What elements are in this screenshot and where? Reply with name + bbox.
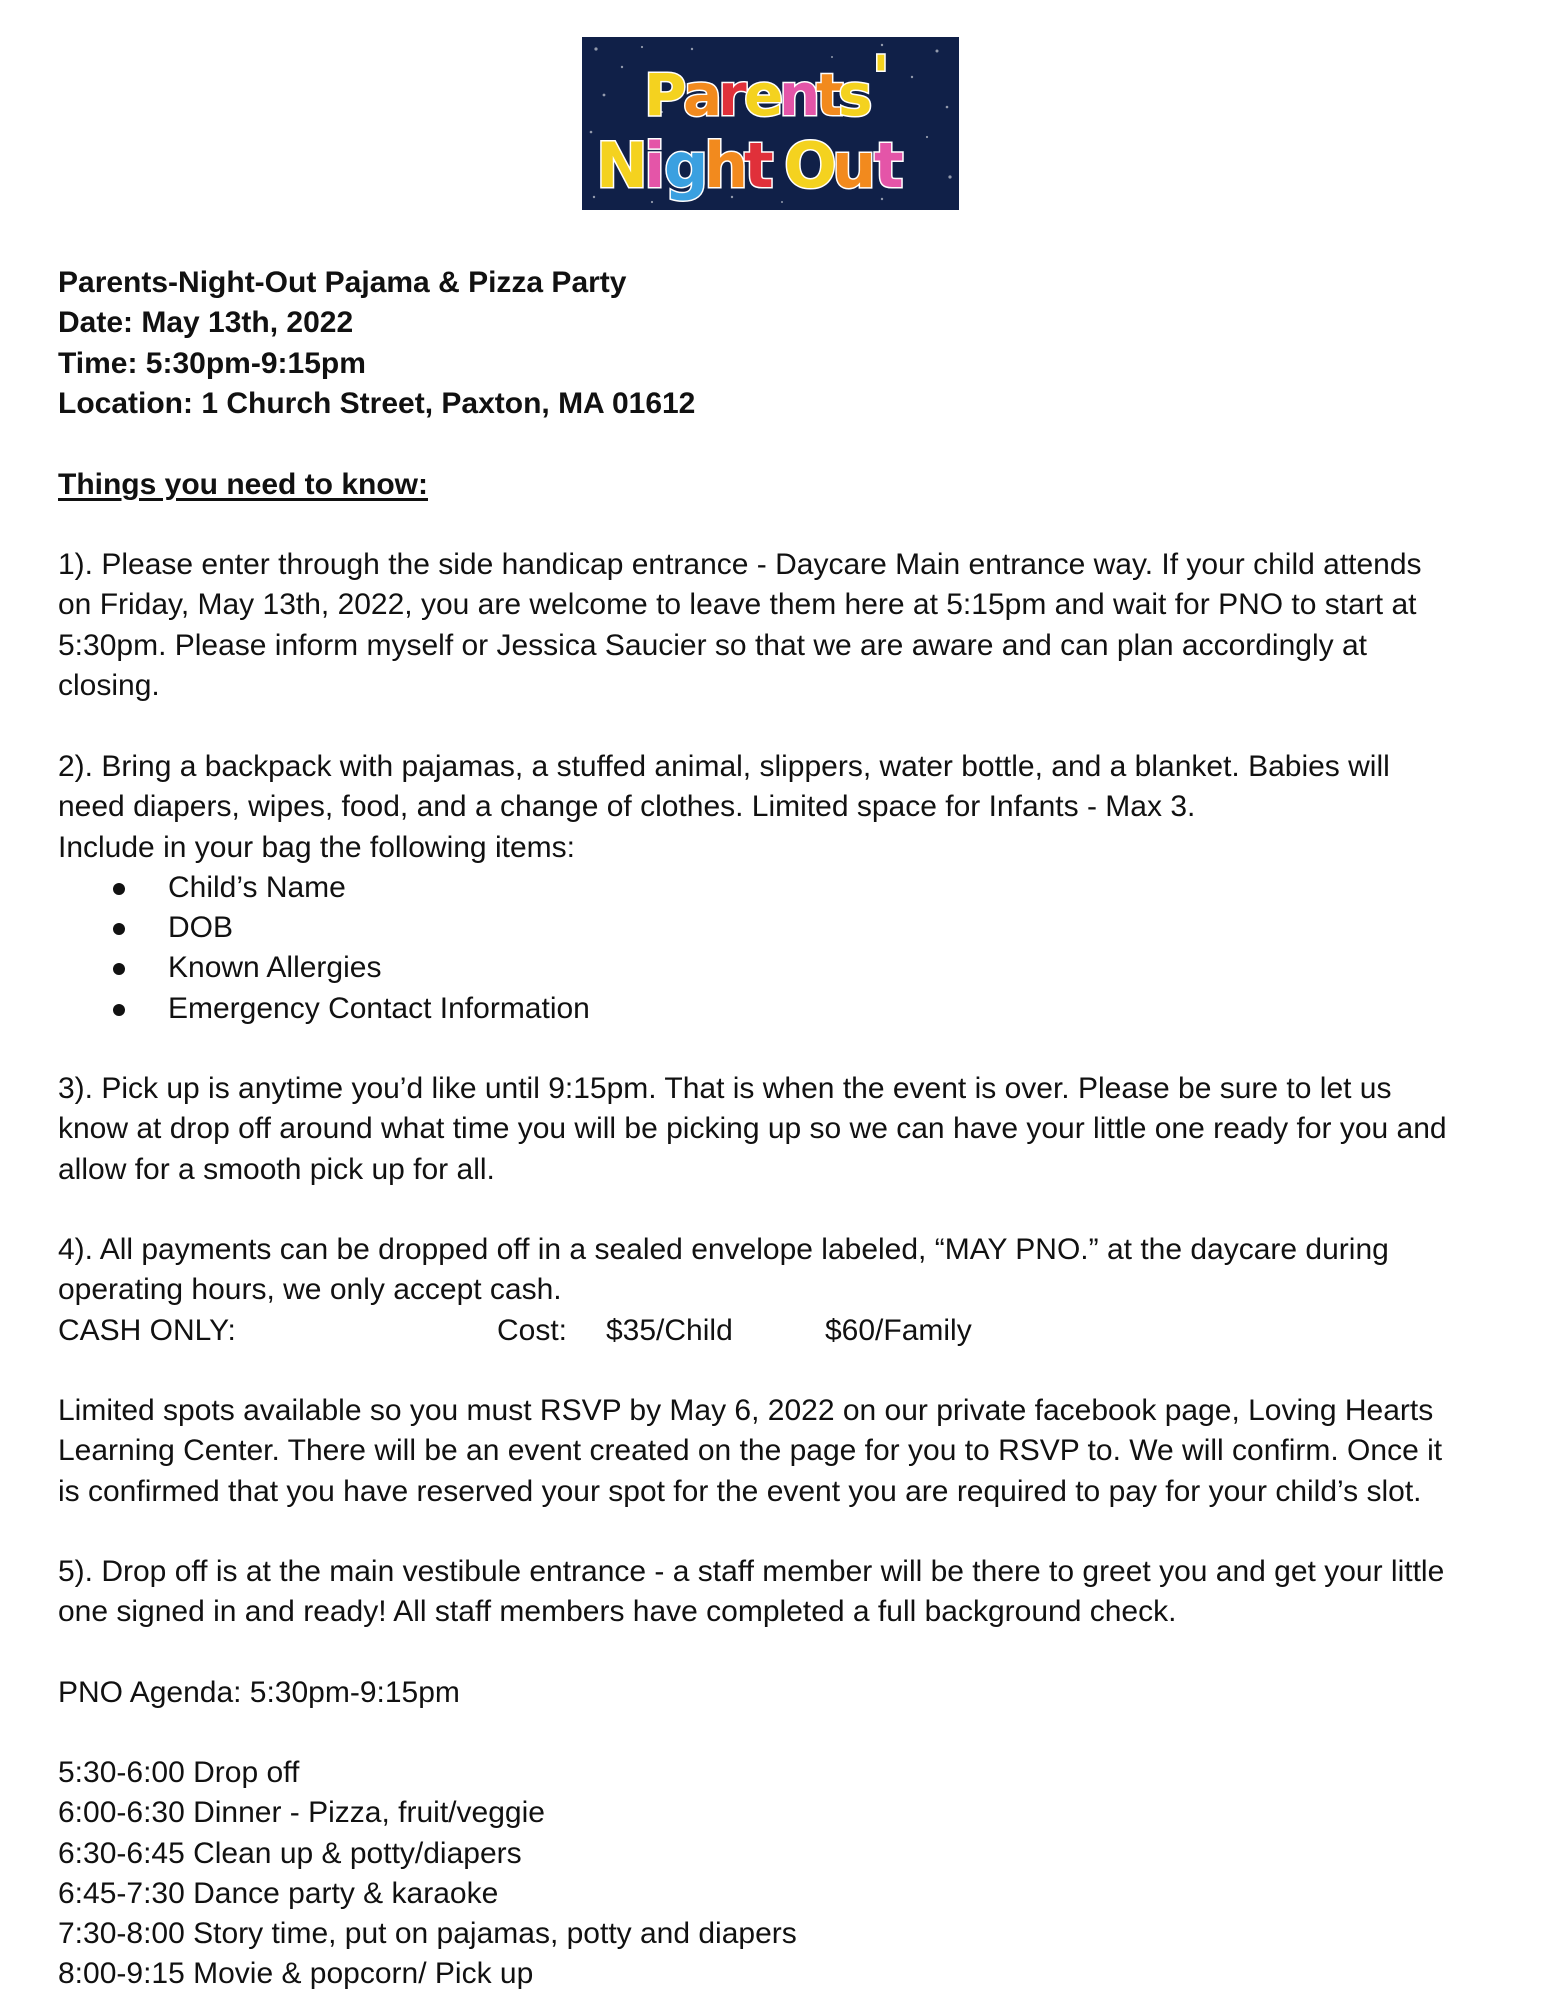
agenda-item: 6:30-6:45 Clean up & potty/diapers: [58, 1836, 522, 1870]
section-heading: Things you need to know:: [58, 468, 428, 501]
rsvp-paragraph: [58, 1391, 1498, 1512]
agenda-title: PNO Agenda: 5:30pm-9:15pm: [58, 1676, 460, 1709]
paragraph-line: operating hours, we only accept cash.: [58, 1273, 562, 1307]
paragraph-line: 4). All payments can be dropped off in a sealed envelope labeled, “MAY PNO.” at the daycare during: [58, 1233, 1389, 1266]
item-3-pickup: [58, 1069, 1498, 1190]
agenda-item: 6:00-6:30 Dinner - Pizza, fruit/veggie: [58, 1796, 545, 1830]
cost-label: Cost:: [497, 1313, 568, 1347]
bullet-text: DOB: [168, 911, 234, 945]
list-item: [58, 868, 1498, 908]
svg-text:e: e: [744, 61, 784, 129]
paragraph-line: one signed in and ready! All staff members have completed a full background check.: [58, 1595, 1177, 1629]
svg-text:h: h: [704, 129, 749, 202]
agenda-item: 8:00-9:15 Movie & popcorn/ Pick up: [58, 1957, 534, 1991]
paragraph-line: allow for a smooth pick up for all.: [58, 1152, 495, 1186]
svg-text:u: u: [832, 129, 877, 202]
paragraph-line: 5). Drop off is at the main vestibule entrance - a staff member will be there to greet you and get your little: [58, 1555, 1445, 1588]
svg-text:a: a: [683, 61, 723, 129]
svg-text:n: n: [779, 61, 821, 129]
agenda-title-block: [58, 1673, 1498, 1713]
agenda-item: 5:30-6:00 Drop off: [58, 1756, 300, 1789]
paragraph-line: 5:30pm. Please inform myself or Jessica Saucier so that we are aware and can plan accordingly at: [58, 628, 1367, 662]
svg-text:': ': [872, 43, 890, 111]
section-heading-block: [58, 465, 1498, 505]
event-date: Date: May 13th, 2022: [58, 306, 354, 340]
svg-text:t: t: [816, 61, 844, 129]
logo-graphic: [582, 37, 959, 210]
svg-text:g: g: [664, 129, 709, 202]
svg-text:O: O: [784, 129, 837, 202]
parents-night-out-logo: [582, 37, 959, 210]
list-item: [58, 948, 1498, 988]
paragraph-line: Include in your bag the following items:: [58, 830, 575, 864]
bullet-text: Known Allergies: [168, 951, 382, 985]
paragraph-line: closing.: [58, 668, 160, 702]
svg-text:N: N: [596, 129, 648, 202]
paragraph-line: need diapers, wipes, food, and a change of clothes. Limited space for Infants - Max 3.: [58, 790, 1196, 824]
child-price: $35/Child: [606, 1313, 733, 1347]
item-4-payments: [58, 1230, 1498, 1351]
svg-text:t: t: [744, 129, 774, 202]
bullet-text: Emergency Contact Information: [168, 991, 590, 1025]
paragraph-line: 2). Bring a backpack with pajamas, a stuffed animal, slippers, water bottle, and a blanket. Babies will: [58, 750, 1390, 783]
bullet-icon: [113, 923, 125, 935]
bullet-icon: [113, 1004, 125, 1016]
event-time: Time: 5:30pm-9:15pm: [58, 346, 366, 380]
agenda-item: 7:30-8:00 Story time, put on pajamas, potty and diapers: [58, 1917, 797, 1951]
svg-text:t: t: [874, 129, 904, 202]
event-location: Location: 1 Church Street, Paxton, MA 01612: [58, 386, 696, 420]
paragraph-line: know at drop off around what time you will be picking up so we can have your little one ready for you and: [58, 1112, 1447, 1146]
list-item: [58, 989, 1498, 1029]
item-1-entrance: [58, 545, 1498, 706]
item-5-dropoff: [58, 1552, 1498, 1633]
bullet-text: Child’s Name: [168, 870, 346, 904]
logo-text-line2: [596, 129, 904, 202]
paragraph-line: 3). Pick up is anytime you’d like until 9:15pm. That is when the event is over. Please be sure to let us: [58, 1072, 1392, 1105]
item-2-backpack: [58, 747, 1498, 1029]
list-item: [58, 908, 1498, 948]
cost-row: [58, 1311, 1498, 1351]
paragraph-line: Limited spots available so you must RSVP by May 6, 2022 on our private facebook page, Loving Hearts: [58, 1394, 1434, 1427]
svg-text:s: s: [838, 61, 873, 129]
event-title: Parents-Night-Out Pajama & Pizza Party: [58, 266, 627, 299]
family-price: $60/Family: [825, 1313, 972, 1347]
paragraph-line: is confirmed that you have reserved your spot for the event you are required to pay for your child’s slot.: [58, 1474, 1422, 1508]
svg-text:P: P: [644, 61, 687, 129]
agenda-item: 6:45-7:30 Dance party & karaoke: [58, 1876, 499, 1910]
agenda-list: [58, 1753, 1498, 1995]
svg-text:r: r: [718, 61, 747, 129]
event-details: [58, 263, 1498, 424]
bullet-icon: [113, 883, 125, 895]
paragraph-line: 1). Please enter through the side handicap entrance - Daycare Main entrance way. If your child attends: [58, 548, 1422, 581]
svg-text:i: i: [644, 129, 666, 202]
paragraph-line: Learning Center. There will be an event created on the page for you to RSVP to. We will confirm. Once it: [58, 1434, 1443, 1468]
bag-items-list: [58, 868, 1498, 1029]
cash-only-label: CASH ONLY:: [58, 1313, 236, 1347]
bullet-icon: [113, 963, 125, 975]
paragraph-line: on Friday, May 13th, 2022, you are welcome to leave them here at 5:15pm and wait for PNO to start at: [58, 588, 1417, 622]
logo-text-line1: [644, 43, 890, 129]
